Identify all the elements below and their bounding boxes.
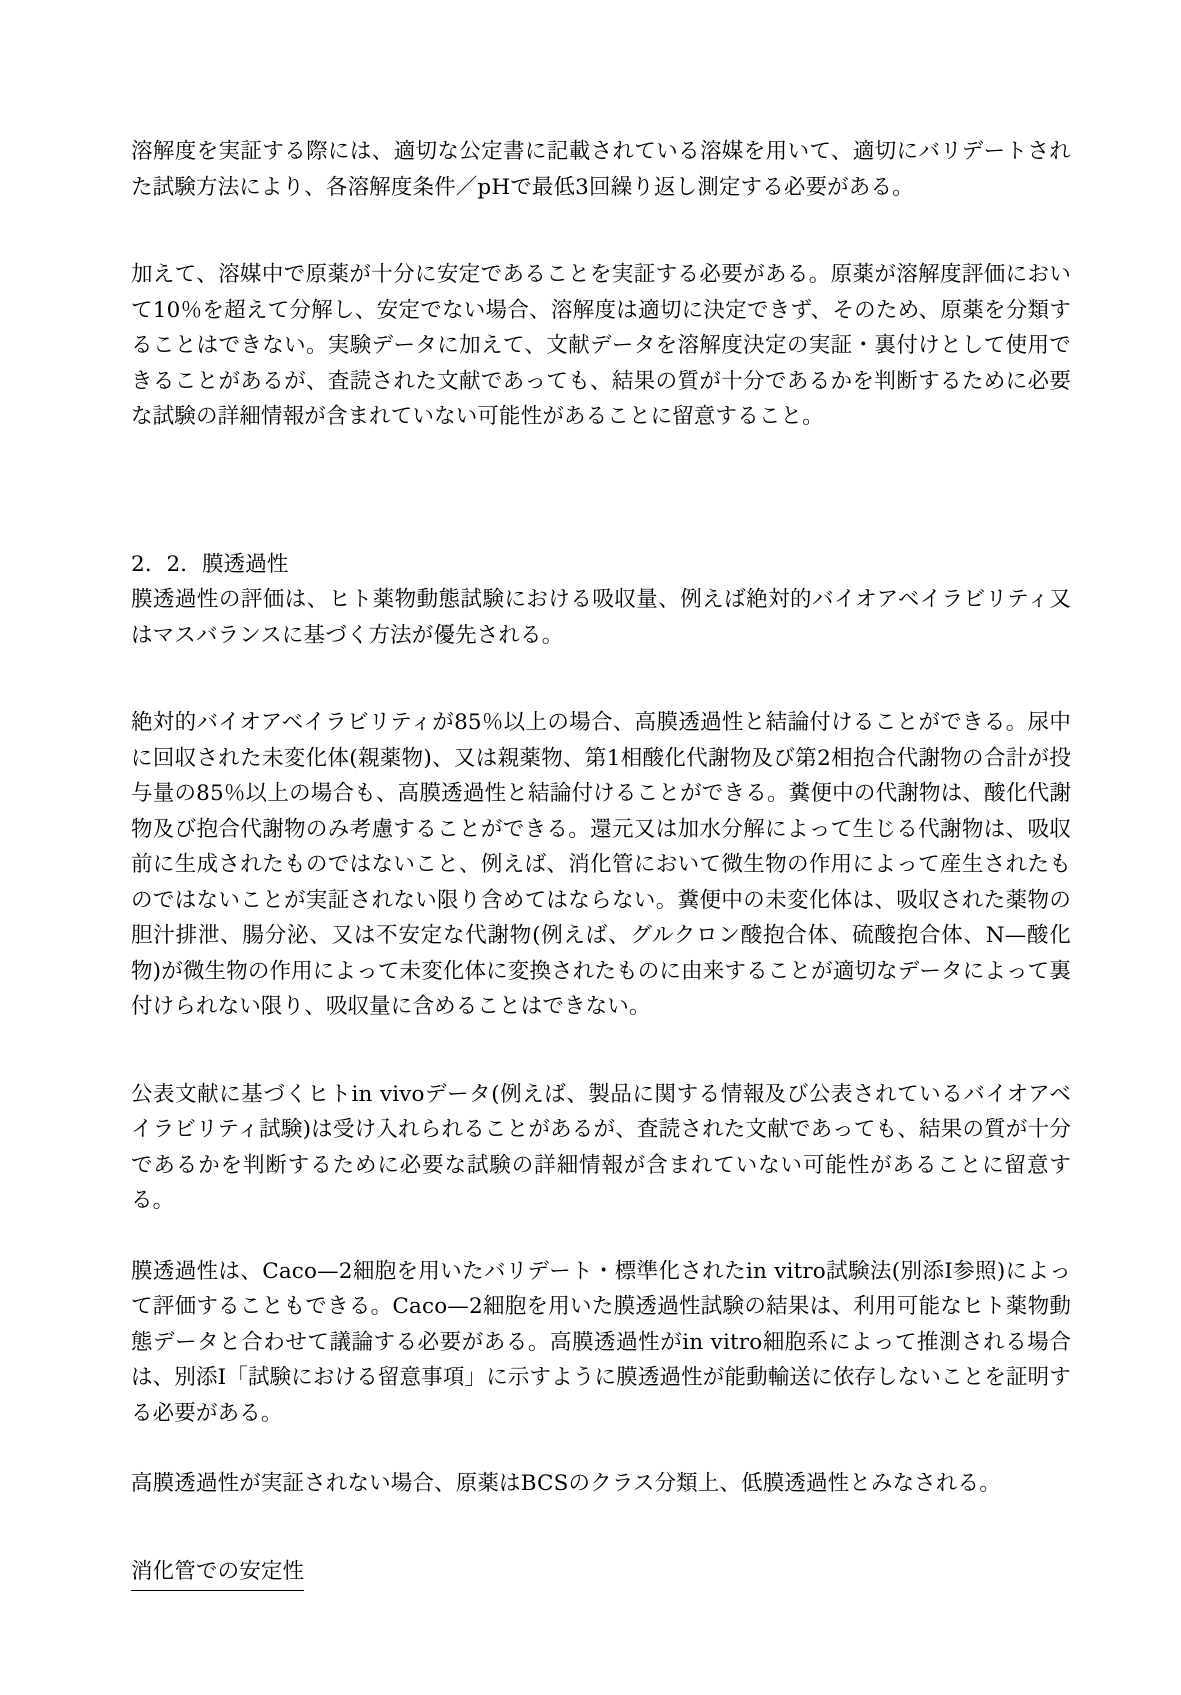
paragraph-spacer: [131, 1219, 1071, 1254]
paragraph-solubility-measurement: 溶解度を実証する際には、適切な公定書に記載されている溶媒を用いて、適切にバリデートされた試験方法により、各溶解度条件／pHで最低3回繰り返し測定する必要がある。: [131, 139, 1071, 200]
subheading-gi-stability: 消化管での安定性: [131, 1554, 304, 1592]
paragraph-spacer: [131, 205, 1071, 257]
paragraph-absolute-bioavailability: 絶対的バイオアベイラビリティが85％以上の場合、高膜透過性と結論付けることができる。尿中に回収された未変化体(親薬物)、又は親薬物、第1相酸化代謝物及び第2相抱合代謝物の合計が投与量の85％以上の場合も、高膜透過性と結論付けることができる。糞便中の代謝物は、酸化代謝物及び抱合代謝物のみ考慮することができる。還元又は加水分解によって生じる代謝物は、吸収前に生成されたものではないこと、例えば、消化管において微生物の作用によって産生されたものではないことが実証されない限り含めてはならない。糞便中の未変化体は、吸収された薬物の胆汁排泄、腸分泌、又は不安定な代謝物(例えば、グルクロン酸抱合体、硫酸抱合体、N—酸化物)が微生物の作用によって未変化体に変換されたものに由来することが適切なデータによって裏付けられない限り、吸収量に含めることはできない。: [131, 710, 1071, 1019]
page-text-column: [131, 134, 1071, 1591]
paragraph-spacer: [131, 1025, 1071, 1077]
paragraph-published-literature-in-vivo: 公表文献に基づくヒトin vivoデータ(例えば、製品に関する情報及び公表されているバイオアベイラビリティ試験)は受け入れられることがあるが、査読された文献であっても、結果の質が十分であるかを判断するために必要な試験の詳細情報が含まれていない可能性があることに留意する。: [131, 1081, 1071, 1213]
paragraph-permeability-assessment: 膜透過性の評価は、ヒト薬物動態試験における吸収量、例えば絶対的バイオアベイラビリティ又はマスバランスに基づく方法が優先される。: [131, 587, 1071, 648]
subheading-gi-stability-wrapper: [131, 1554, 1071, 1592]
paragraph-spacer: [131, 1502, 1071, 1554]
paragraph-spacer: [131, 653, 1071, 705]
paragraph-spacer: [131, 1431, 1071, 1466]
paragraph-bcs-low-permeability: 高膜透過性が実証されない場合、原薬はBCSのクラス分類上、低膜透過性とみなされる。: [131, 1471, 1001, 1496]
section-heading-2-2-permeability: 2．2．膜透過性: [131, 551, 289, 577]
paragraph-drug-substance-stability: 加えて、溶媒中で原薬が十分に安定であることを実証する必要がある。原薬が溶解度評価において10％を超えて分解し、安定でない場合、溶解度は適切に決定できず、そのため、原薬を分類することはできない。実験データに加えて、文献データを溶解度決定の実証・裏付けとして使用できることがあるが、査読された文献であっても、結果の質が十分であるかを判断するために必要な試験の詳細情報が含まれていない可能性があることに留意すること。: [131, 262, 1071, 429]
section-spacer: [131, 435, 1071, 547]
paragraph-caco2-in-vitro: 膜透過性は、Caco—2細胞を用いたバリデート・標準化されたin vitro試験法(別添Ⅰ参照)によって評価することもできる。Caco—2細胞を用いた膜透過性試験の結果は、利用可能なヒト薬物動態データと合わせて議論する必要がある。高膜透過性がin vitro細胞系によって推測される場合は、別添Ⅰ「試験における留意事項」に示すように膜透過性が能動輸送に依存しないことを証明する必要がある。: [131, 1258, 1071, 1426]
